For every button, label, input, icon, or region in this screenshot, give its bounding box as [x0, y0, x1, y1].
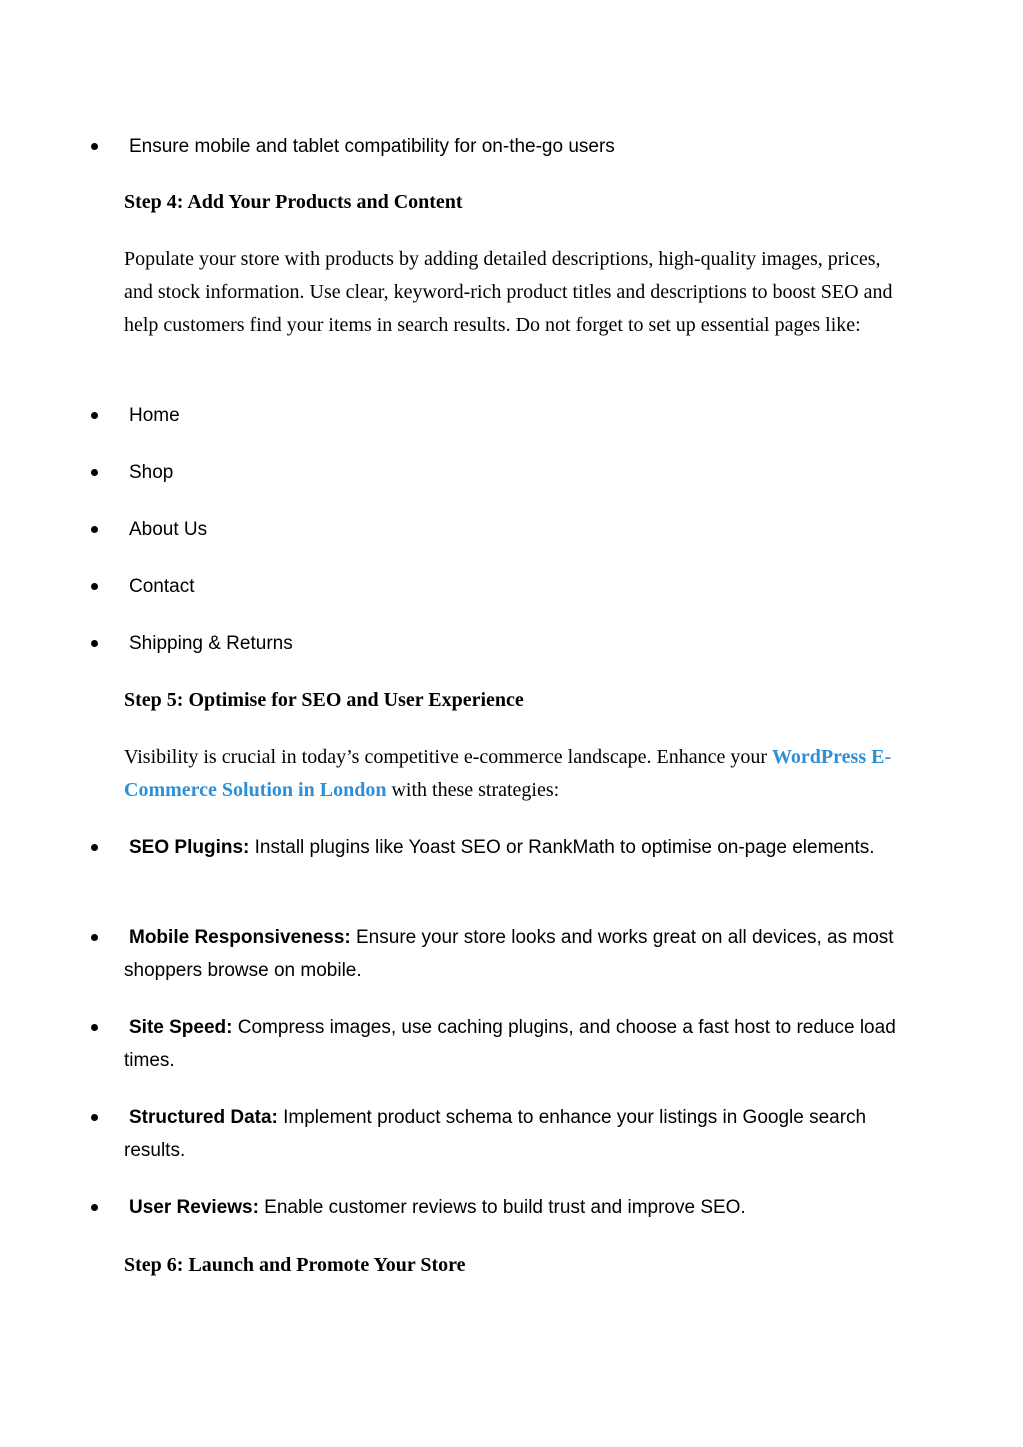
strategy-title: Site Speed:: [129, 1017, 233, 1038]
step-5-paragraph: [124, 741, 914, 807]
bullet-icon: [91, 1204, 98, 1211]
strategy-title: Mobile Responsiveness:: [129, 927, 351, 948]
step-6-heading: Step 6: Launch and Promote Your Store: [124, 1254, 466, 1276]
bullet-icon: [91, 583, 98, 590]
strategy-text: Ensure your store looks and works great on all devices, as most shoppers browse on mobile.: [124, 927, 894, 981]
list-item: [124, 627, 904, 660]
page-item-contact: Contact: [129, 576, 195, 597]
wordpress-ecommerce-link[interactable]: WordPress E-Commerce Solution in London: [124, 746, 892, 801]
bullet-icon: [91, 526, 98, 533]
bullet-icon: [91, 469, 98, 476]
bullet-icon: [91, 1024, 98, 1031]
step-5-paragraph-after: with these strategies:: [386, 779, 560, 801]
page-item-about-us: About Us: [129, 519, 208, 540]
list-item: [124, 456, 904, 489]
list-item: [124, 513, 904, 546]
list-item: [124, 831, 904, 864]
step-5-paragraph-before: Visibility is crucial in today’s competitive e-commerce landscape. Enhance your: [124, 746, 773, 768]
strategy-title: Structured Data:: [129, 1107, 278, 1128]
bullet-icon: [91, 934, 98, 941]
list-item: [124, 1101, 904, 1167]
page-item-home: Home: [129, 405, 180, 426]
step-5-heading: Step 5: Optimise for SEO and User Experience: [124, 689, 524, 711]
page-item-shop: Shop: [129, 462, 174, 483]
page-item-shipping-returns: Shipping & Returns: [129, 633, 293, 654]
list-item: [124, 921, 904, 987]
bullet-icon: [91, 1114, 98, 1121]
bullet-icon: [91, 640, 98, 647]
list-item: [124, 130, 904, 163]
list-item: [124, 399, 904, 432]
list-item-text: Ensure mobile and tablet compatibility for on-the-go users: [129, 136, 615, 157]
bullet-icon: [91, 844, 98, 851]
bullet-icon: [91, 143, 98, 150]
list-item: [124, 1191, 904, 1224]
step-4-paragraph: Populate your store with products by adding detailed descriptions, high-quality images, prices, and stock information. Use clear, keyword-rich product titles and descriptions to boost SEO and help customers find your items in search results. Do not forget to set up essential pages like:: [124, 248, 893, 336]
bullet-icon: [91, 412, 98, 419]
list-item: [124, 570, 904, 603]
strategy-text: Implement product schema to enhance your listings in Google search results.: [124, 1107, 867, 1161]
list-item: [124, 1011, 904, 1077]
step-4-heading: Step 4: Add Your Products and Content: [124, 191, 463, 213]
strategy-text: Compress images, use caching plugins, and choose a fast host to reduce load times.: [124, 1017, 896, 1071]
strategy-text: Install plugins like Yoast SEO or RankMath to optimise on-page elements.: [249, 837, 875, 858]
strategy-title: SEO Plugins:: [129, 837, 250, 858]
strategy-text: Enable customer reviews to build trust and improve SEO.: [258, 1197, 746, 1218]
strategy-title: User Reviews:: [129, 1197, 259, 1218]
